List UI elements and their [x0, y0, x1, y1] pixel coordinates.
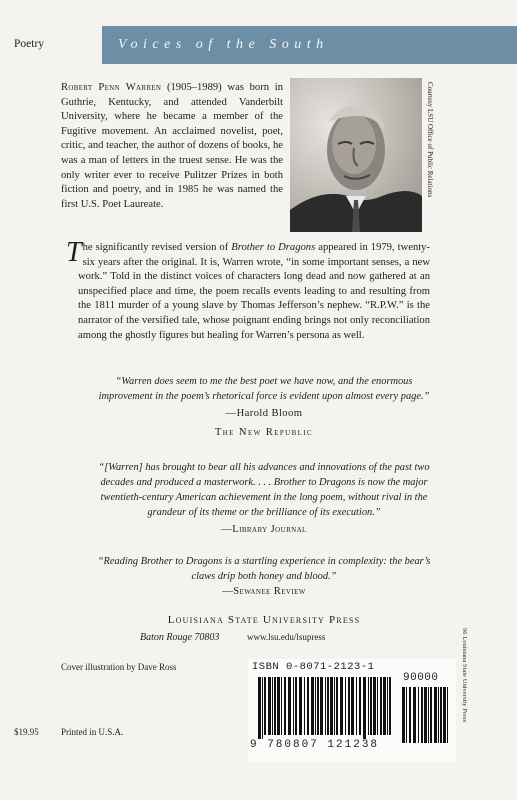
- review-quote-3: “Reading Brother to Dragons is a startling experience in complexity: the bear’s claws drip both honey and blood.”: [97, 556, 431, 582]
- barcode-block: [248, 659, 456, 762]
- cover-credit: Cover illustration by Dave Ross: [61, 662, 177, 672]
- series-title: Voices of the South: [118, 37, 329, 52]
- description-text: appeared in 1979, twenty-six years after the original. It is, Warren wrote, “in some important senses, a new work.” Told in the distinct voices of characters long dead and now gathered at an unspecified place and time, the poem recalls events leading to and resulting from the 1811 murder of a young slave by Thomas Jefferson’s nephew. “R.P.W.” is the narrator of the versified tale, whose poignant ending brings not only reconciliation among the ghostly figures but healing for Warren’s persona as well.: [78, 242, 431, 341]
- publisher-city: Baton Rouge 70803: [140, 632, 220, 643]
- publisher-name: Louisiana State University Press: [167, 614, 361, 626]
- series-banner: [102, 26, 517, 64]
- author-name: Robert Penn Warren: [61, 82, 162, 93]
- review-quote-1: “Warren does seem to me the best poet we have now, and the enormous improvement in the poem’s rhetorical force is evident upon almost every page.”: [98, 376, 430, 402]
- publisher-url: www.lsu.edu/lsupress: [247, 632, 326, 642]
- review-source-2: —Library Journal: [221, 524, 307, 535]
- price-label: $19.95: [14, 727, 39, 737]
- review-source-3: —Sewanee Review: [222, 586, 306, 597]
- author-photo: [290, 78, 422, 232]
- printed-in-label: Printed in U.S.A.: [61, 727, 124, 737]
- price-code: 90000: [403, 672, 439, 684]
- isbn-text: ISBN 0-8071-2123-1: [252, 661, 375, 673]
- ean-barcode-graphic: [258, 677, 392, 739]
- author-bio: [61, 81, 283, 212]
- category-label: Poetry: [14, 38, 45, 50]
- photo-credit: Courtesy LSU Office of Public Relations: [426, 82, 434, 198]
- drop-cap: T: [66, 237, 82, 268]
- ean-digits: 9 780807 121238: [250, 739, 380, 751]
- description-book-title: Brother to Dragons: [231, 242, 316, 253]
- spine-edge-text: 96 Louisiana State University Press: [461, 628, 468, 723]
- author-bio-text: (1905–1989) was born in Guthrie, Kentucky, and attended Vanderbilt University, where he became a member of the Fugitive movement. An acclaimed novelist, poet, critic, and teacher, the author of dozens of books, he was a man of letters in the truest sense. He was the only writer ever to receive Pulitzer Prizes in both fiction and poetry, and in 1985 he was named the first U.S. Poet Laureate.: [61, 82, 283, 210]
- description-lead: he significantly revised version of: [82, 242, 232, 253]
- review-author-1: —Harold Bloom: [225, 408, 303, 419]
- review-source-1: The New Republic: [214, 427, 314, 438]
- book-description: [66, 237, 431, 343]
- review-quote-2: “[Warren] has brought to bear all his advances and innovations of the past two decades and produced a masterwork. . . . Brother to Dragons is now the major twentieth-century American achievement in the long poem, without rival in the grandeur of its theme or the brilliance of its execution.”: [98, 462, 430, 518]
- price-addon-barcode-graphic: [402, 687, 450, 743]
